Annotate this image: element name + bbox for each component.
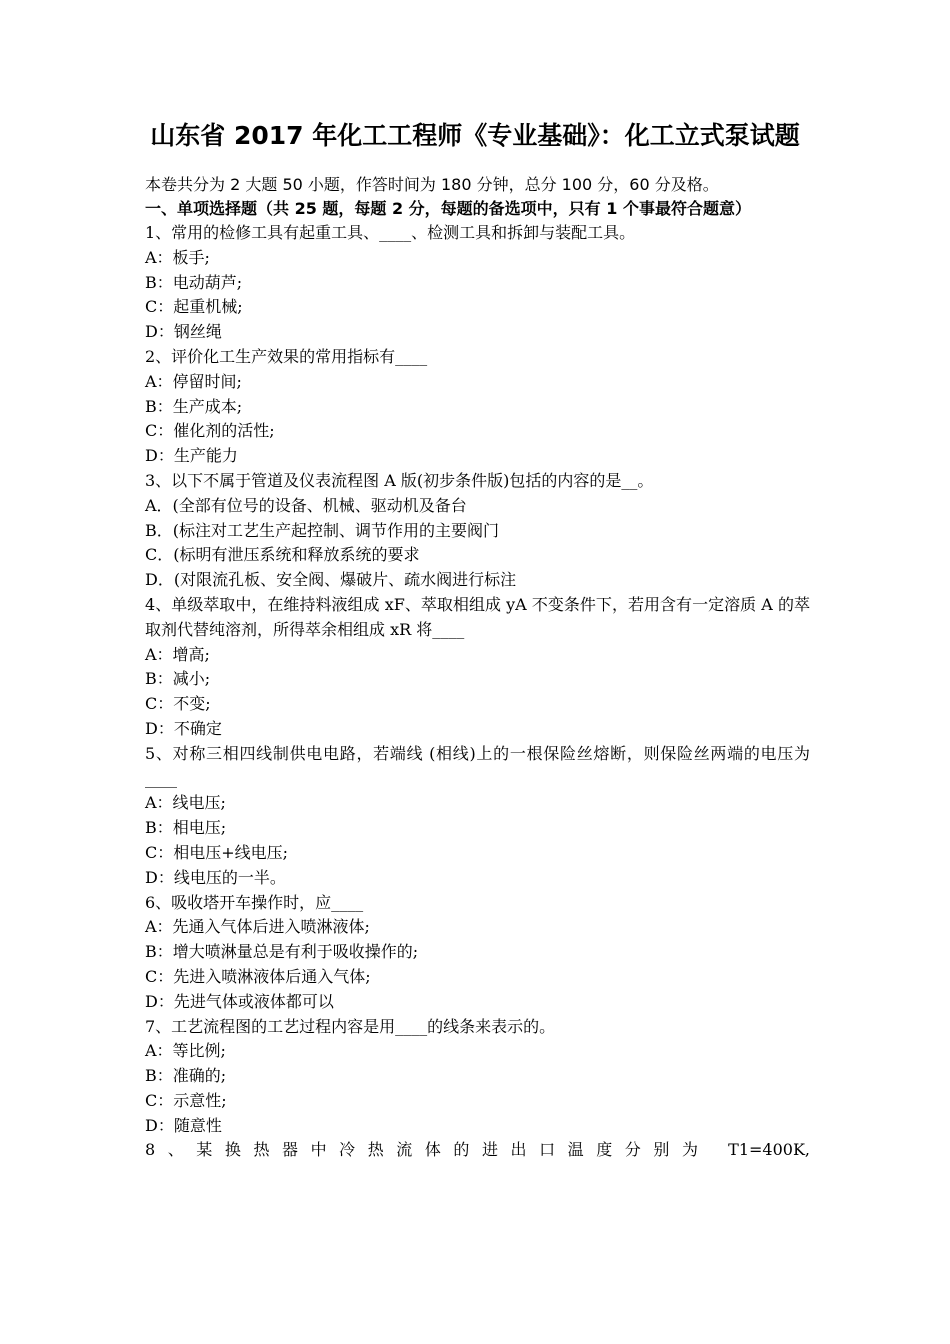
question-option: C：起重机械; [145,297,243,317]
question-4 [145,593,810,742]
question-3 [145,469,810,593]
question-stem: 6、吸收塔开车操作时，应____ [145,892,364,912]
question-stem: 3、以下不属于管道及仪表流程图 A 版(初步条件版)包括的内容的是__。 [145,470,654,490]
question-option: B．(标注对工艺生产起控制、调节作用的主要阀门 [145,520,500,540]
question-option: C：示意性; [145,1090,227,1110]
question-2 [145,345,810,469]
question-option: C：不变; [145,694,211,714]
question-5 [145,742,810,891]
question-stem: 7、工艺流程图的工艺过程内容是用____的线条来表示的。 [145,1016,556,1036]
question-option: C．(标明有泄压系统和释放系统的要求 [145,545,420,565]
question-option: D．(对限流孔板、安全阀、爆破片、疏水阀进行标注 [145,570,517,590]
question-stem: 8、某换热器中冷热流体的进出口温度分别为 T1=400K, [145,1140,810,1160]
question-option: A：线电压; [145,793,226,813]
question-list [145,221,810,1163]
question-option: D：先进气体或液体都可以 [145,991,334,1011]
question-option: A．(全部有位号的设备、机械、驱动机及备台 [145,495,467,515]
question-stem: 1、常用的检修工具有起重工具、____、检测工具和拆卸与装配工具。 [145,223,636,242]
question-7 [145,1015,810,1139]
question-option: B：减小; [145,669,211,689]
section-heading: 一、单项选择题（共 25 题，每题 2 分，每题的备选项中，只有 1 个事最符合题意） [145,199,751,218]
question-option: D：钢丝绳 [145,322,222,342]
question-option: A：增高; [145,644,210,664]
question-option: B：电动葫芦; [145,272,243,292]
question-option: C：催化剂的活性; [145,421,275,441]
question-option: D：生产能力 [145,446,238,466]
exam-intro: 本卷共分为 2 大题 50 小题，作答时间为 180 分钟，总分 100 分，60 分及格。 [145,175,719,194]
question-stem: 5、对称三相四线制供电电路，若端线 (相线)上的一根保险丝熔断，则保险丝两端的电压为____ [145,743,810,788]
question-option: A：板手; [145,247,210,267]
question-option: D：线电压的一半。 [145,867,286,887]
question-option: D：不确定 [145,718,222,738]
question-option: A：先通入气体后进入喷淋液体; [145,917,370,937]
question-stem: 2、评价化工生产效果的常用指标有____ [145,346,428,366]
question-option: C：先进入喷淋液体后通入气体; [145,966,371,986]
question-option: B：生产成本; [145,396,243,416]
question-8 [145,1138,810,1163]
question-option: D：随意性 [145,1115,222,1135]
document-body [145,172,810,1163]
question-option: B：准确的; [145,1066,227,1086]
question-option: B：相电压; [145,818,227,838]
question-option: C：相电压+线电压; [145,842,289,862]
question-option: A：停留时间; [145,371,242,391]
question-stem: 4、单级萃取中，在维持料液组成 xF、萃取相组成 yA 不变条件下，若用含有一定溶质 A 的萃取剂代替纯溶剂，所得萃余相组成 xR 将____ [145,594,810,639]
question-option: B：增大喷淋量总是有利于吸收操作的; [145,942,419,962]
question-option: A：等比例; [145,1041,226,1061]
question-1 [145,221,810,345]
question-6 [145,891,810,1015]
document-title: 山东省 2017 年化工工程师《专业基础》：化工立式泵试题 [150,121,800,150]
